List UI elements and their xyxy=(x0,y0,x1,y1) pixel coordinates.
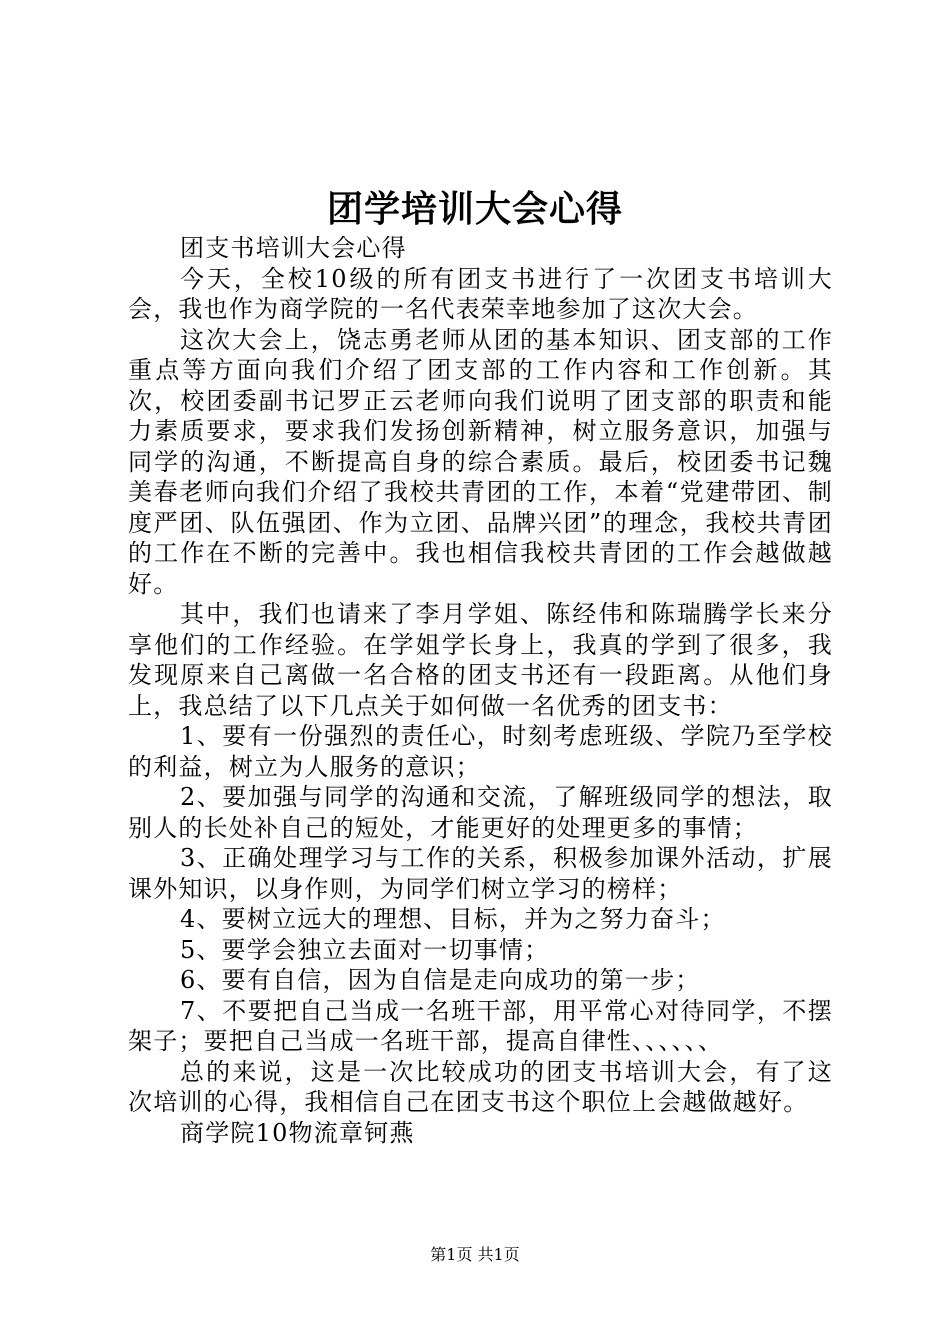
list-item-3: 3、正确处理学习与工作的关系，积极参加课外活动，扩展课外知识，以身作则，为同学们树立学习的榜样； xyxy=(128,844,833,903)
experience-sharing-paragraph: 其中，我们也请来了李月学姐、陈经伟和陈瑞腾学长来分享他们的工作经验。在学姐学长身上，我真的学到了很多，我发现原来自己离做一名合格的团支书还有一段距离。从他们身上，我总结了以下几点关于如何做一名优秀的团支书： xyxy=(128,600,833,720)
intro-paragraph: 今天，全校10级的所有团支书进行了一次团支书培训大会，我也作为商学院的一名代表荣幸地参加了这次大会。 xyxy=(128,264,833,323)
list-item-4: 4、要树立远大的理想、目标，并为之努力奋斗； xyxy=(180,905,726,933)
meeting-content-paragraph: 这次大会上，饶志勇老师从团的基本知识、团支部的工作重点等方面向我们介绍了团支部的工作内容和工作创新。其次，校团委副书记罗正云老师向我们说明了团支部的职责和能力素质要求，要求我们发扬创新精神，树立服务意识，加强与同学的沟通，不断提高自身的综合素质。最后，校团委书记魏美春老师向我们介绍了我校共青团的工作，本着“党建带团、制度严团、队伍强团、作为立团、品牌兴团”的理念，我校共青团的工作在不断的完善中。我也相信我校共青团的工作会越做越好。 xyxy=(128,325,833,598)
subtitle-paragraph: 团支书培训大会心得 xyxy=(180,234,407,262)
list-item-7: 7、不要把自己当成一名班干部，用平常心对待同学，不摆架子；要把自己当成一名班干部，提高自律性、、、、、、 xyxy=(128,996,833,1055)
conclusion-paragraph: 总的来说，这是一次比较成功的团支书培训大会，有了这次培训的心得，我相信自己在团支书这个职位上会越做越好。 xyxy=(128,1057,833,1116)
list-item-1: 1、要有一份强烈的责任心，时刻考虑班级、学院乃至学校的利益，树立为人服务的意识； xyxy=(128,722,833,781)
document-title: 团学培训大会心得 xyxy=(326,188,623,230)
list-item-5: 5、要学会独立去面对一切事情； xyxy=(180,935,550,964)
page-number-footer: 第1页 共1页 xyxy=(430,1245,520,1264)
list-item-6: 6、要有自信，因为自信是走向成功的第一步； xyxy=(180,966,701,994)
document-body xyxy=(128,233,833,1148)
author-signature: 商学院10物流章钶燕 xyxy=(180,1118,415,1147)
list-item-2: 2、要加强与同学的沟通和交流，了解班级同学的想法，取别人的长处补自己的短处，才能更好的处理更多的事情； xyxy=(128,783,833,842)
